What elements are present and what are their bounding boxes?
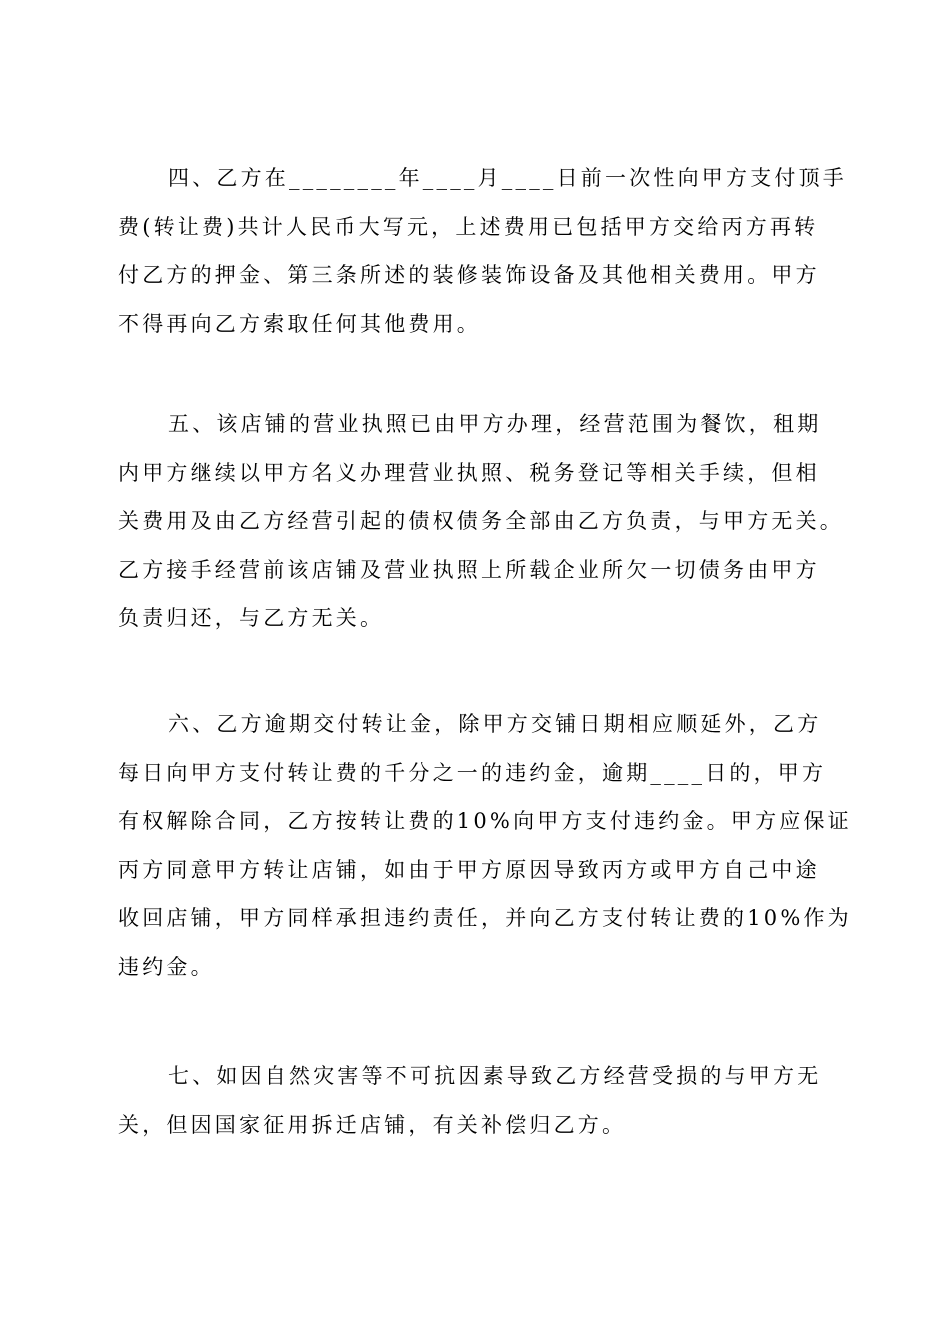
clause-six-paragraph [118,700,852,991]
clause-five-line-3: 关费用及由乙方经营引起的债权债务全部由乙方负责，与甲方无关。 [118,509,844,533]
clause-five-line-1: 五、该店铺的营业执照已由甲方办理，经营范围为餐饮，租期 [168,412,822,436]
clause-four-line-1: 四、乙方在________年____月____日前一次性向甲方支付顶手 [168,166,847,190]
clause-six-line-3: 有权解除合同，乙方按转让费的10%向甲方支付违约金。甲方应保证 [118,809,852,833]
clause-six-line-5: 收回店铺，甲方同样承担违约责任，并向乙方支付转让费的10%作为 [118,906,852,930]
clause-six-line-4: 丙方同意甲方转让店铺，如由于甲方原因导致丙方或甲方自己中途 [118,857,820,882]
clause-five-line-2: 内甲方继续以甲方名义办理营业执照、税务登记等相关手续，但相 [118,460,820,485]
clause-four-line-2: 费(转让费)共计人民币大写元，上述费用已包括甲方交给丙方再转 [118,214,819,239]
clause-four-paragraph [118,154,847,348]
clause-seven-paragraph [118,1052,838,1149]
clause-seven-line-2: 关，但因国家征用拆迁店铺，有关补偿归乙方。 [118,1112,627,1137]
clause-six-line-6: 违约金。 [118,954,215,979]
clause-five-paragraph [118,400,844,643]
clause-four-line-4: 不得再向乙方索取任何其他费用。 [118,311,481,336]
clause-five-line-4: 乙方接手经营前该店铺及营业执照上所载企业所欠一切债务由甲方 [118,557,820,582]
clause-seven-line-1: 七、如因自然灾害等不可抗因素导致乙方经营受损的与甲方无 [168,1064,822,1088]
clause-six-line-2: 每日向甲方支付转让费的千分之一的违约金，逾期____日的，甲方 [118,760,827,785]
clause-five-line-5: 负责归还，与乙方无关。 [118,606,385,630]
clause-four-line-3: 付乙方的押金、第三条所述的装修装饰设备及其他相关费用。甲方 [118,263,820,287]
clause-six-line-1: 六、乙方逾期交付转让金，除甲方交铺日期相应顺延外，乙方 [168,712,822,736]
